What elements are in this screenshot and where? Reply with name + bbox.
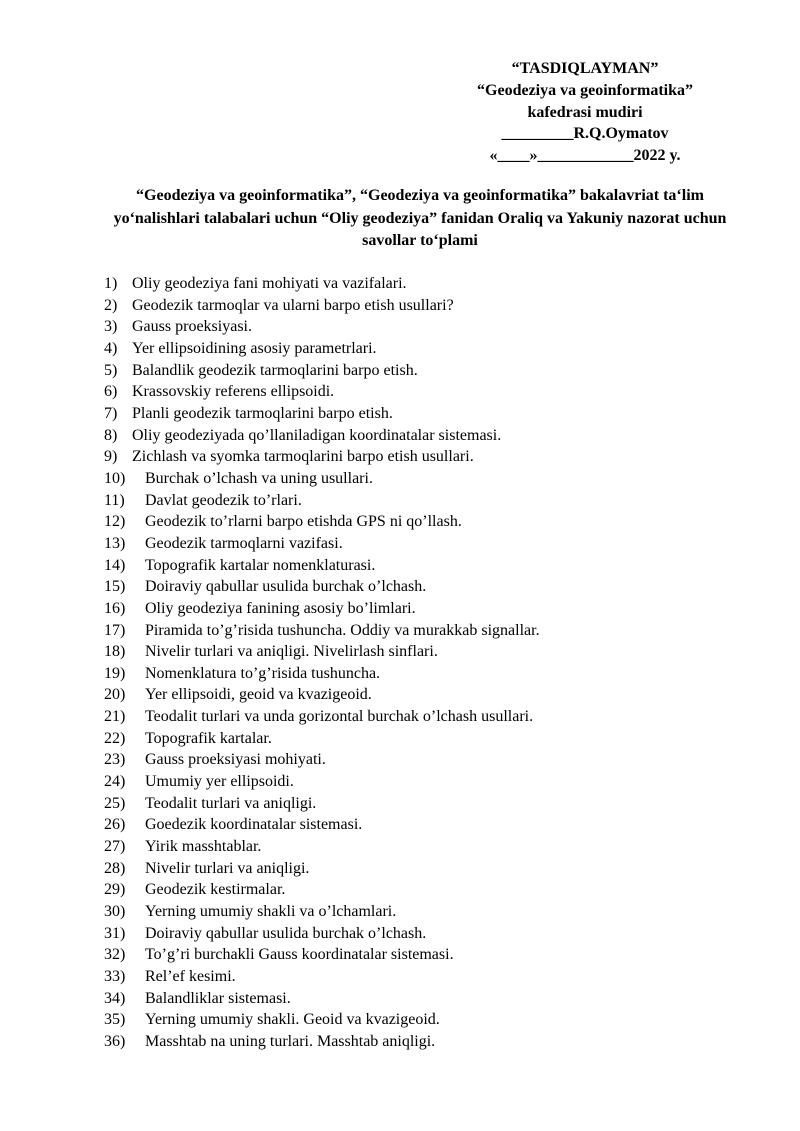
question-text: Yerning umumiy shakli. Geoid va kvazigeoid. (145, 1011, 440, 1029)
question-text: Rel’ef kesimi. (145, 968, 236, 985)
question-number: 34) (104, 989, 126, 1007)
question-number: 8) (104, 426, 118, 444)
question-item (104, 836, 744, 858)
question-number: 16) (104, 599, 126, 617)
question-text: Umumiy yer ellipsoidi. (145, 773, 294, 791)
question-item (104, 576, 744, 598)
question-item (104, 360, 744, 382)
question-item (104, 425, 744, 447)
question-text: Topografik kartalar nomenklaturasi. (145, 556, 376, 574)
question-item (104, 728, 744, 750)
question-number: 7) (104, 404, 118, 422)
question-number: 6) (104, 383, 118, 401)
question-text: Yer ellipsoidining asosiy parametrlari. (132, 339, 377, 357)
question-number: 32) (104, 946, 126, 964)
question-text: Zichlash va syomka tarmoqlarini barpo etish usullari. (132, 448, 474, 466)
question-number: 3) (104, 318, 118, 336)
question-number: 28) (104, 859, 126, 877)
question-text: Yerning umumiy shakli va o’lchamlari. (145, 903, 397, 921)
question-text: Geodezik kestirmalar. (145, 881, 286, 899)
question-item (104, 901, 744, 923)
question-item (104, 555, 744, 577)
question-number: 18) (104, 643, 126, 661)
question-text: Geodezik tarmoqlar va ularni barpo etish usullari? (132, 296, 454, 314)
question-item (104, 381, 744, 403)
question-item (104, 490, 744, 512)
question-text: Teodalit turlari va aniqligi. (145, 794, 317, 812)
question-number: 17) (104, 621, 126, 639)
question-item (104, 684, 744, 706)
question-number: 31) (104, 924, 126, 942)
question-number: 15) (104, 578, 126, 596)
question-item (104, 598, 744, 620)
question-item (104, 316, 744, 338)
question-item (104, 749, 744, 771)
approval-heading: “TASDIQLAYMAN” (511, 60, 659, 77)
questions-list (104, 273, 744, 1053)
question-text: Nivelir turlari va aniqligi. (145, 859, 310, 877)
document-title: “Geodeziya va geoinformatika”, “Geodeziya va geoinformatika” bakalavriat ta‘lim yo‘nalishlari talabalari uchun “Oliy geodeziya” fanidan Oraliq va Yakuniy nazorat uchun savollar to‘plami (113, 187, 727, 249)
question-number: 35) (104, 1011, 126, 1029)
question-text: Krassovskiy referens ellipsoidi. (132, 383, 335, 401)
question-number: 11) (104, 491, 125, 509)
question-number: 13) (104, 534, 126, 552)
question-number: 20) (104, 686, 126, 704)
question-number: 26) (104, 816, 126, 834)
question-number: 10) (104, 469, 126, 487)
question-text: Gauss proeksiyasi. (132, 318, 252, 336)
question-item (104, 620, 744, 642)
question-number: 21) (104, 708, 126, 726)
question-item (104, 403, 744, 425)
question-item (104, 511, 744, 533)
question-text: Doiraviy qabullar usulida burchak o’lchash. (145, 578, 427, 596)
question-text: Masshtab na uning turlari. Masshtab aniqligi. (145, 1032, 436, 1050)
approval-block (440, 58, 730, 167)
question-text: Oliy geodeziya fani mohiyati va vazifalari. (132, 275, 407, 292)
question-text: Balandliklar sistemasi. (145, 989, 291, 1007)
question-item (104, 706, 744, 728)
question-number: 2) (104, 296, 118, 314)
question-text: Davlat geodezik to’rlari. (145, 491, 302, 509)
question-item (104, 1031, 744, 1053)
question-text: Nivelir turlari va aniqligi. Nivelirlash sinflari. (145, 643, 438, 661)
question-text: Topografik kartalar. (145, 729, 272, 747)
question-item (104, 879, 744, 901)
question-item (104, 446, 744, 468)
question-item (104, 641, 744, 663)
question-text: To’g’ri burchakli Gauss koordinatalar sistemasi. (145, 946, 454, 964)
question-item (104, 338, 744, 360)
approval-position: kafedrasi mudiri (527, 103, 643, 121)
question-item (104, 771, 744, 793)
question-number: 25) (104, 794, 126, 812)
question-number: 36) (104, 1032, 126, 1050)
question-number: 9) (104, 448, 118, 466)
question-number: 19) (104, 664, 126, 682)
question-item (104, 533, 744, 555)
question-item (104, 814, 744, 836)
approval-signature: _________R.Q.Oymatov (501, 125, 669, 143)
question-text: Oliy geodeziyada qo’llaniladigan koordinatalar sistemasi. (132, 426, 502, 444)
question-text: Nomenklatura to’g’risida tushuncha. (145, 664, 381, 682)
approval-date: «____»____________2022 y. (489, 147, 681, 165)
question-item (104, 944, 744, 966)
question-text: Yer ellipsoidi, geoid va kvazigeoid. (145, 686, 372, 704)
question-text: Geodezik to’rlarni barpo etishda GPS ni qo’llash. (145, 513, 462, 531)
question-text: Burchak o’lchash va uning usullari. (145, 469, 373, 487)
question-text: Oliy geodeziya fanining asosiy bo’limlari. (145, 599, 416, 617)
question-item (104, 1009, 744, 1031)
question-item (104, 663, 744, 685)
question-item (104, 793, 744, 815)
question-number: 30) (104, 903, 126, 921)
question-text: Balandlik geodezik tarmoqlarini barpo etish. (132, 361, 418, 379)
question-number: 33) (104, 968, 126, 985)
question-text: Yirik masshtablar. (145, 838, 262, 856)
question-item (104, 468, 744, 490)
question-item (104, 966, 744, 988)
question-text: Doiraviy qabullar usulida burchak o’lchash. (145, 924, 427, 942)
question-item (104, 273, 744, 295)
question-text: Gauss proeksiyasi mohiyati. (145, 751, 326, 769)
approval-department: “Geodeziya va geoinformatika” (477, 81, 693, 99)
question-number: 29) (104, 881, 126, 899)
question-number: 12) (104, 513, 126, 531)
question-number: 23) (104, 751, 126, 769)
question-text: Teodalit turlari va unda gorizontal burchak o’lchash usullari. (145, 708, 534, 726)
question-number: 24) (104, 773, 126, 791)
question-number: 4) (104, 339, 118, 357)
question-number: 14) (104, 556, 126, 574)
question-text: Planli geodezik tarmoqlarini barpo etish. (132, 404, 393, 422)
question-number: 5) (104, 361, 118, 379)
question-item (104, 923, 744, 945)
question-text: Piramida to’g’risida tushuncha. Oddiy va murakkab signallar. (145, 621, 540, 639)
question-number: 27) (104, 838, 126, 856)
question-number: 22) (104, 729, 126, 747)
question-text: Goedezik koordinatalar sistemasi. (145, 816, 363, 834)
question-item (104, 858, 744, 880)
question-text: Geodezik tarmoqlarni vazifasi. (145, 534, 343, 552)
question-item (104, 988, 744, 1010)
question-number: 1) (104, 275, 118, 292)
question-item (104, 295, 744, 317)
